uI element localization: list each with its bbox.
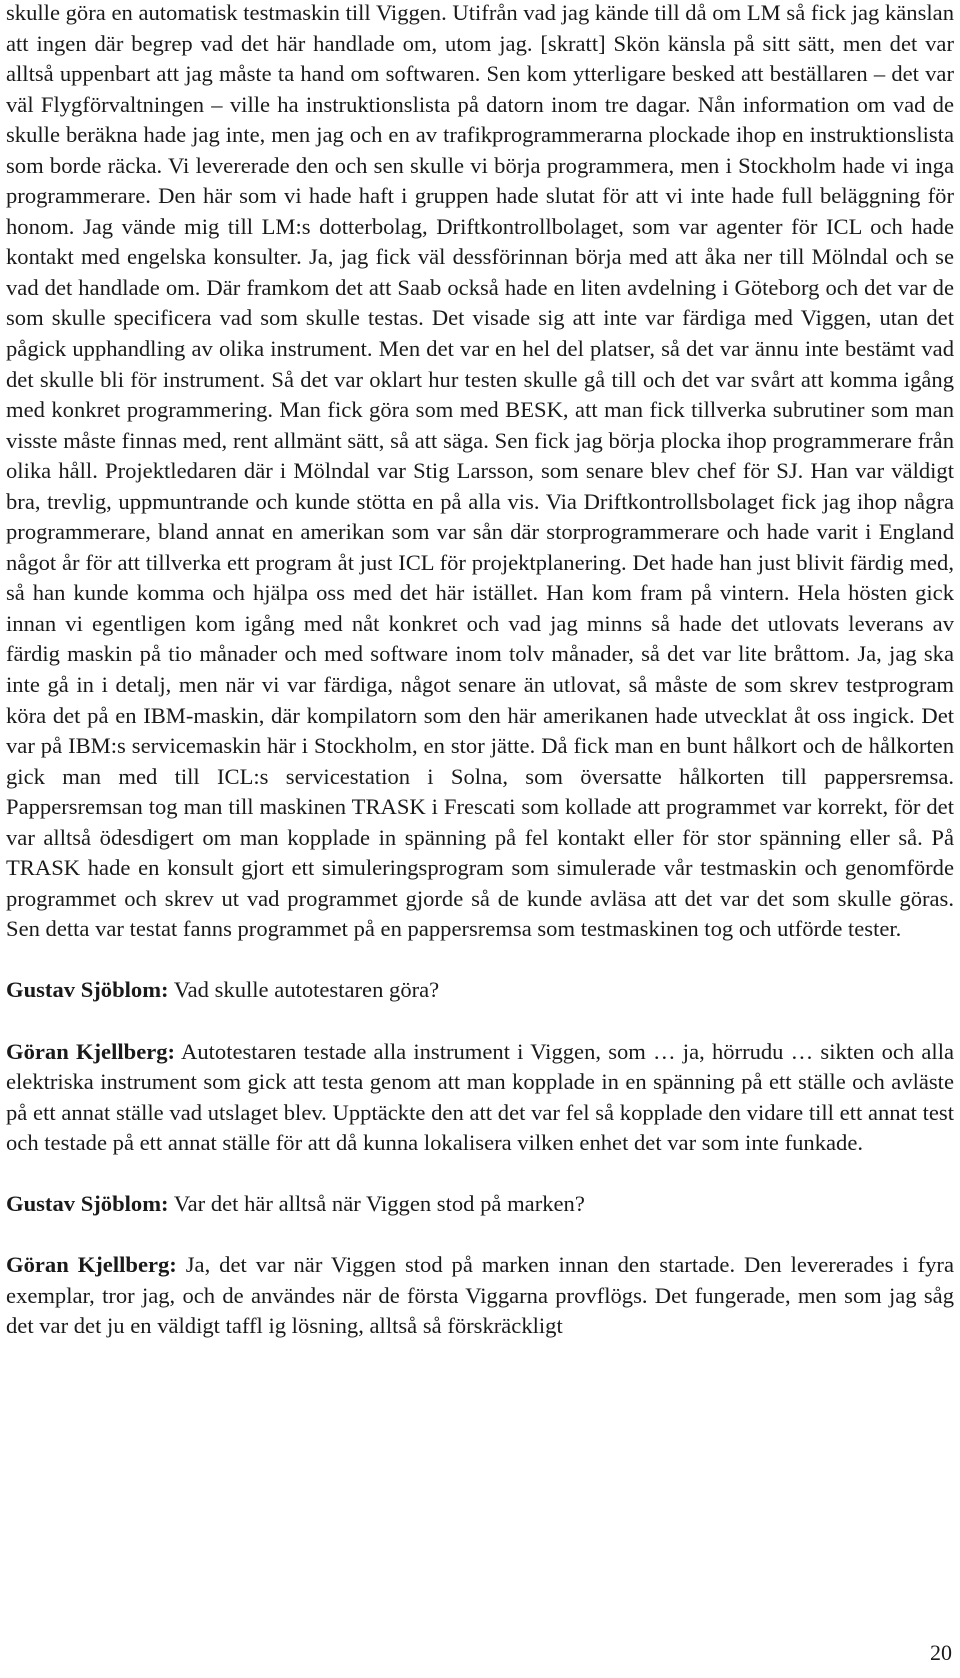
interview-answer: [6, 1037, 954, 1159]
speaker-name: Gustav Sjöblom:: [6, 977, 169, 1003]
speaker-name: Göran Kjellberg:: [6, 1038, 176, 1064]
paragraph-text: Var det här alltså när Viggen stod på marken?: [173, 1191, 585, 1217]
paragraph-text: Autotestaren testade alla instrument i Viggen, som … ja, hörrudu … sikten och alla elektriska instrument som gick att testa genom att man kopplade in en spänning på ett ställe och avläste på ett annat ställe vad utslaget blev. Upptäckte den att det var fel så kopplade den vidare till ett annat test och testade på ett annat ställe för att då kunna lokalisera vilken enhet det var som inte funkade.: [6, 1038, 954, 1156]
page-number: 20: [930, 1640, 952, 1665]
paragraph-text: skulle göra en automatisk testmaskin till Viggen. Utifrån vad jag kände till då om LM så fick jag känslan att ingen där begrep vad det här handlade om, utom jag. [skratt] Skön känsla på sitt sätt, men det var alltså uppenbart att jag måste ta hand om softwaren. Sen kom ytterligare besked att beställaren – det var väl Flygförvaltningen – ville ha instruktionslista på datorn inom tre dagar. Nån information om vad de skulle beräkna hade jag inte, men jag och en av trafikprogrammerarna plockade ihop en instruktionslista som borde räcka. Vi levererade den och sen skulle vi börja programmera, men i Stockholm hade vi inga programmerare. Den här som vi hade haft i gruppen hade slutat för att vi inte hade full beläggning för honom. Jag vände mig till LM:s dotterbolag, Driftkontrollbolaget, som var agenter för ICL och hade kontakt med engelska konsulter. Ja, jag fick väl dessförinnan börja med att åka ner till Mölndal och se vad det handlade om. Där framkom det att Saab också hade en liten avdelning i Göteborg och det var de som skulle specificera vad som skulle testas. Det visade sig att inte var färdiga med Viggen, utan det pågick upphandling av olika instrument. Men det var en hel del platser, så det var ännu inte bestämt vad det skulle bli för instrument. Så det var oklart hur testen skulle gå till och det var svårt att komma igång med konkret programmering. Man fick göra som med BESK, att man fick tillverka subrutiner som man visste måste finnas med, rent allmänt sätt, så att säga. Sen fick jag börja plocka ihop programmerare från olika håll. Projektledaren där i Mölndal var Stig Larsson, som senare blev chef för SJ. Han var väldigt bra, trevlig, uppmuntrande och kunde stötta en på alla vis. Via Driftkontrollsbolaget fick jag ihop några programmerare, bland annat en amerikan som var sån där storprogrammerare och hade varit i England något år för att tillverka ett program åt just ICL för projektplanering. Det hade han just blivit färdig med, så han kunde komma och hjälpa oss med det här istället. Han kom fram på vintern. Hela hösten gick innan vi egentligen kom igång med nåt konkret och vad jag minns så hade det utlovats leverans av färdig maskin på tio månader och med software inom tolv månader, så det var lite bråttom. Ja, jag ska inte gå in i detalj, men när vi var färdiga, något senare än utlovat, så måste de som skrev testprogram köra det på en IBM-maskin, där kompilatorn som den här amerikanen hade utvecklat åt oss ingick. Det var på IBM:s servicemaskin här i Stockholm, en stor jätte. Då fick man en bunt hålkort och de hålkorten gick man med till ICL:s servicestation i Solna, som översatte hålkorten till pappersremsa. Pappersremsan tog man till maskinen TRASK i Frescati som kollade att programmet var korrekt, för det var alltså ödesdigert om man kopplade in spänning på fel kontakt eller för stor spänning eller så. På TRASK hade en konsult gjort ett simuleringsprogram som simulerade vår testmaskin och genomförde programmet och skrev ut vad programmet gjorde så de kunde avläsa att det var det som skulle göras. Sen detta var testat fanns programmet på en pappersremsa som testmaskinen tog och utförde tester.: [6, 0, 954, 942]
interview-answer: [6, 1250, 954, 1342]
speaker-name: Göran Kjellberg:: [6, 1252, 177, 1278]
paragraph-text: Vad skulle autotestaren göra?: [173, 977, 440, 1003]
body-paragraph: [6, 0, 954, 945]
interview-question: [6, 1189, 954, 1220]
speaker-name: Gustav Sjöblom:: [6, 1191, 169, 1217]
interview-question: [6, 975, 954, 1006]
document-page: [6, 0, 954, 1342]
paragraph-text: Ja, det var när Viggen stod på marken innan den startade. Den levererades i fyra exemplar, tror jag, och de användes när de första Viggarna provflögs. Det fungerade, men som jag såg det var det ju en väldigt taffl ig lösning, alltså så förskräckligt: [6, 1252, 954, 1339]
